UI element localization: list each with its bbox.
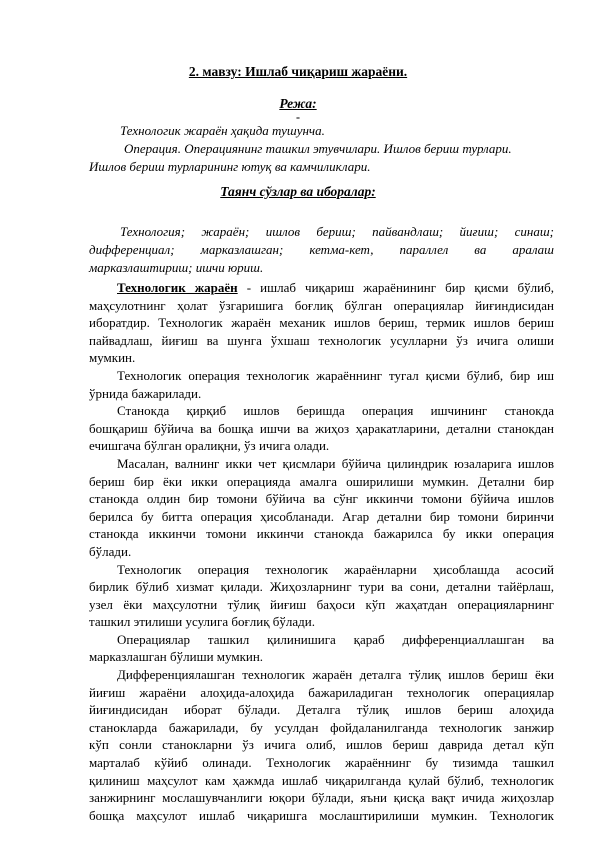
paragraph-line: Дифференциялашган технологик жараён деталга тўлиқ ишлов бериш ёки <box>117 667 554 683</box>
paragraph-line: қилиниш маҳсулот кам ҳажмда ишлаб чиқарилганда қулай бўлиб, технологик <box>89 772 554 788</box>
paragraph-line: маҳсулотнинг ҳолат ўзгаришига боғлиқ бўлган операциялар йиғиндисидан <box>89 297 554 313</box>
paragraph-4 <box>89 455 554 561</box>
paragraph-line: йиғиш жараёни алоҳида-алоҳида бажариладиган технологик операциялар <box>89 684 554 700</box>
paragraph-line: мумкин. <box>89 350 136 366</box>
paragraph-line: Операциялар ташкил қилинишига қараб дифференциаллашган ва <box>117 631 554 647</box>
paragraph-line: бериш бир ёки икки операцияда амалга оширилиши мумкин. Детални бир <box>89 473 554 489</box>
paragraph-line: станокда олдин бир томони бўйича ва сўнг иккинчи томони бўйича ишлов <box>89 491 554 507</box>
paragraph-line: иборатдир. Технологик жараён механик ишлов бериш, термик ишлов бериш <box>89 315 554 331</box>
keywords-line: Технология; жараён; ишлов бериш; пайвандлаш; йиғиш; синаш; <box>120 224 554 239</box>
paragraph-line: Технологик операция технологик жараённинг тугал қисми бўлиб, бир иш <box>117 367 554 383</box>
paragraph-line: узел ёки маҳсулотни тўлиқ йиғиш баҳоси кўп жаҳатдан операцияларнинг <box>89 596 554 612</box>
plan-line: Операция. Операциянинг ташкил этувчилари. Ишлов бериш турлари. <box>124 141 512 156</box>
keywords-line: марказлаштириш; ишчи юриш. <box>89 260 264 275</box>
paragraph-line: Технологик операция технологик жараёнларни ҳисоблашда асосий <box>117 561 554 577</box>
paragraph-line: ечишгача бўлган оралиқни, ўз ичига олади. <box>89 438 330 454</box>
paragraph-line: бирлик бўлиб хизмат қилади. Жиҳозларнинг тури ва сони, детални тайёрлаш, <box>89 579 554 595</box>
paragraph-line: Станокда қирқиб ишлов беришда операция ишчининг станокда <box>117 403 554 419</box>
body-text <box>89 279 554 824</box>
plan-marker: - <box>296 110 300 124</box>
paragraph-7 <box>89 666 554 824</box>
plan-item-1 <box>89 122 554 140</box>
paragraph-3 <box>89 402 554 455</box>
paragraph-line: кўп сонли станокларни ўз ичига олиб, ишлов бериш даврида детал кўп <box>89 737 554 753</box>
keywords-list <box>89 223 554 277</box>
paragraph-line: бошқариш бўйича ва бошқа ишчи ва жиҳоз ҳаракатларини, детални станокдан <box>89 420 554 436</box>
plan-heading: Режа: <box>279 96 317 111</box>
paragraph-line: бошқа маҳсулот ишлаб чиқаришга мослаштирилиши мумкин. Технологик <box>89 807 554 823</box>
keywords-line: дифференциал; марказлашган; кетма-кет, параллел ва аралаш <box>89 242 554 257</box>
plan-line: Ишлов бериш турларининг ютуқ ва камчиликлари. <box>89 158 371 174</box>
paragraph-line: станокда иккинчи томони иккинчи станокда бажарилса бу икки операция <box>89 526 554 542</box>
paragraph-line: ташкил этилиши усулига боғлиқ бўлади. <box>89 614 315 630</box>
plan-item-2 <box>89 140 554 175</box>
paragraph-line: берилса бу битта операция ҳисобланади. Агар детални бир томони биринчи <box>89 508 554 524</box>
paragraph-2 <box>89 367 554 402</box>
paragraph-line: Масалан, валнинг икки чет қисмлари бўйича цилиндрик юзаларига ишлов <box>117 455 554 471</box>
paragraph-line: марказлашган бўлиши мумкин. <box>89 649 264 665</box>
paragraph-6 <box>89 631 554 666</box>
paragraph-5 <box>89 561 554 631</box>
paragraph-1 <box>89 279 554 367</box>
paragraph-line: марталаб кўйиб олинади. Технологик жараённинг бу тизимда ташкил <box>89 755 554 771</box>
paragraph-line: Технологик жараён - ишлаб чиқариш жараёнининг бир қисми бўлиб, <box>117 280 554 295</box>
plan-line: Технологик жараён ҳақида тушунча. <box>120 123 325 138</box>
paragraph-line: йиғиндисидан иборат бўлади. Деталга тўлиқ ишлов бериш алоҳида <box>89 702 554 718</box>
term-technological-process: Технологик жараён <box>117 280 238 295</box>
paragraph-line: ўрнида бажарилади. <box>89 385 202 401</box>
keywords-heading: Таянч сўзлар ва иборалар: <box>220 184 376 199</box>
paragraph-line: занжирнинг мослашувчанлиги юқори бўлади, яъни қисқа вақт ичида жиҳозлар <box>89 790 554 806</box>
paragraph-line: пайвадлаш, йиғиш ва шунга ўхшаш технологик усулларни ўз ичига олиши <box>89 332 554 348</box>
topic-title: 2. мавзу: Ишлаб чиқариш жараёни. <box>188 64 408 79</box>
paragraph-line: бўлади. <box>89 543 132 559</box>
paragraph-line: станокларда бажарилади, бу усулдан фойдаланилганда технологик занжир <box>89 719 554 735</box>
